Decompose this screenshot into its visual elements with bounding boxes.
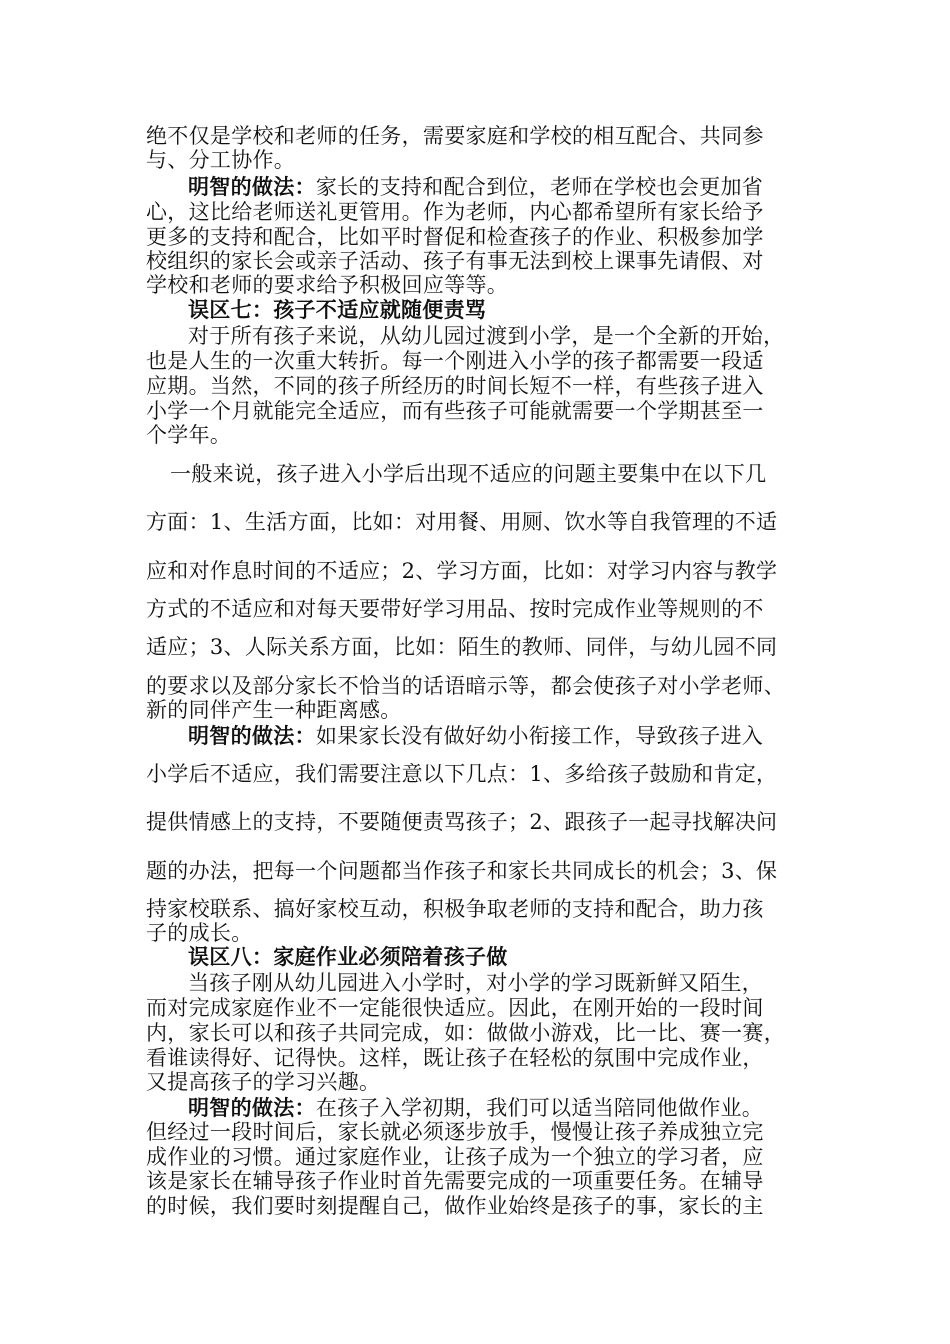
- text-line: 学校和老师的要求给予积极回应等等。: [146, 273, 509, 297]
- text-line: 心，这比给老师送礼更管用。作为老师，内心都希望所有家长给予: [146, 200, 764, 224]
- text-line: 子的成长。: [146, 921, 253, 945]
- text-run: 家长的支持和配合到位，老师在学校也会更加省: [315, 175, 764, 199]
- text-line: [188, 1096, 763, 1120]
- text-line: 成作业的习惯。通过家庭作业，让孩子成为一个独立的学习者，应: [146, 1145, 764, 1169]
- text-line: 又提高孩子的学习兴趣。: [146, 1070, 381, 1094]
- text-line: 新的同伴产生一种距离感。: [146, 698, 402, 722]
- text-line: 应期。当然，不同的孩子所经历的时间长短不一样，有些孩子进入: [146, 374, 764, 398]
- text-line: 持家校联系、搞好家校互动，积极争取老师的支持和配合，助力孩: [146, 897, 764, 921]
- text-run: 在孩子入学初期，我们可以适当陪同他做作业。: [315, 1096, 764, 1120]
- text-line: 与、分工协作。: [146, 148, 296, 172]
- bold-lead: 明智的做法：: [188, 174, 316, 199]
- bold-lead: 明智的做法：: [188, 1095, 316, 1120]
- text-line: 也是人生的一次重大转折。每一个刚进入小学的孩子都需要一段适: [146, 349, 764, 373]
- text-line: 更多的支持和配合，比如平时督促和检查孩子的作业、积极参加学: [146, 225, 764, 249]
- bold-lead: 明智的做法：: [188, 723, 316, 748]
- text-line: 的要求以及部分家长不恰当的话语暗示等，都会使孩子对小学老师、: [146, 674, 785, 698]
- text-line: 个学年。: [146, 423, 232, 447]
- text-line: 题的办法，把每一个问题都当作孩子和家长共同成长的机会；3、保: [146, 859, 778, 883]
- text-line: 该是家长在辅导孩子作业时首先需要完成的一项重要任务。在辅导: [146, 1169, 764, 1193]
- text-line: 但经过一段时间后，家长就必须逐步放手，慢慢让孩子养成独立完: [146, 1120, 764, 1144]
- section-heading: 误区七：孩子不适应就随便责骂: [188, 297, 487, 322]
- text-line: 而对完成家庭作业不一定能很快适应。因此，在刚开始的一段时间: [146, 996, 764, 1020]
- text-line: 应和对作息时间的不适应；2、学习方面，比如：对学习内容与教学: [146, 559, 778, 583]
- text-line: 方式的不适应和对每天要带好学习用品、按时完成作业等规则的不: [146, 597, 764, 621]
- text-line: [188, 724, 763, 748]
- text-line: 适应；3、人际关系方面，比如：陌生的教师、同伴，与幼儿园不同: [146, 635, 778, 659]
- text-line: 看谁读得好、记得快。这样，既让孩子在轻松的氛围中完成作业，: [146, 1046, 764, 1070]
- text-line: 当孩子刚从幼儿园进入小学时，对小学的学习既新鲜又陌生，: [188, 971, 764, 995]
- text-run: 如果家长没有做好幼小衔接工作，导致孩子进入: [315, 724, 764, 748]
- text-line: 的时候，我们要时刻提醒自己，做作业始终是孩子的事，家长的主: [146, 1194, 764, 1218]
- text-line: 提供情感上的支持，不要随便责骂孩子；2、跟孩子一起寻找解决问: [146, 810, 778, 834]
- text-line: 对于所有孩子来说，从幼儿园过渡到小学，是一个全新的开始，: [188, 324, 785, 348]
- text-line: 一般来说，孩子进入小学后出现不适应的问题主要集中在以下几: [170, 462, 767, 486]
- section-heading: 误区八：家庭作业必须陪着孩子做: [188, 944, 508, 969]
- text-line: 小学后不适应，我们需要注意以下几点：1、多给孩子鼓励和肯定，: [146, 762, 778, 786]
- text-line: 绝不仅是学校和老师的任务，需要家庭和学校的相互配合、共同参: [146, 124, 764, 148]
- text-line: 小学一个月就能完全适应，而有些孩子可能就需要一个学期甚至一: [146, 399, 764, 423]
- text-line: 内，家长可以和孩子共同完成，如：做做小游戏，比一比、赛一赛，: [146, 1021, 785, 1045]
- text-line: [188, 175, 763, 199]
- text-line: 校组织的家长会或亲子活动、孩子有事无法到校上课事先请假、对: [146, 249, 764, 273]
- text-line: 方面：1、生活方面，比如：对用餐、用厕、饮水等自我管理的不适: [146, 510, 778, 534]
